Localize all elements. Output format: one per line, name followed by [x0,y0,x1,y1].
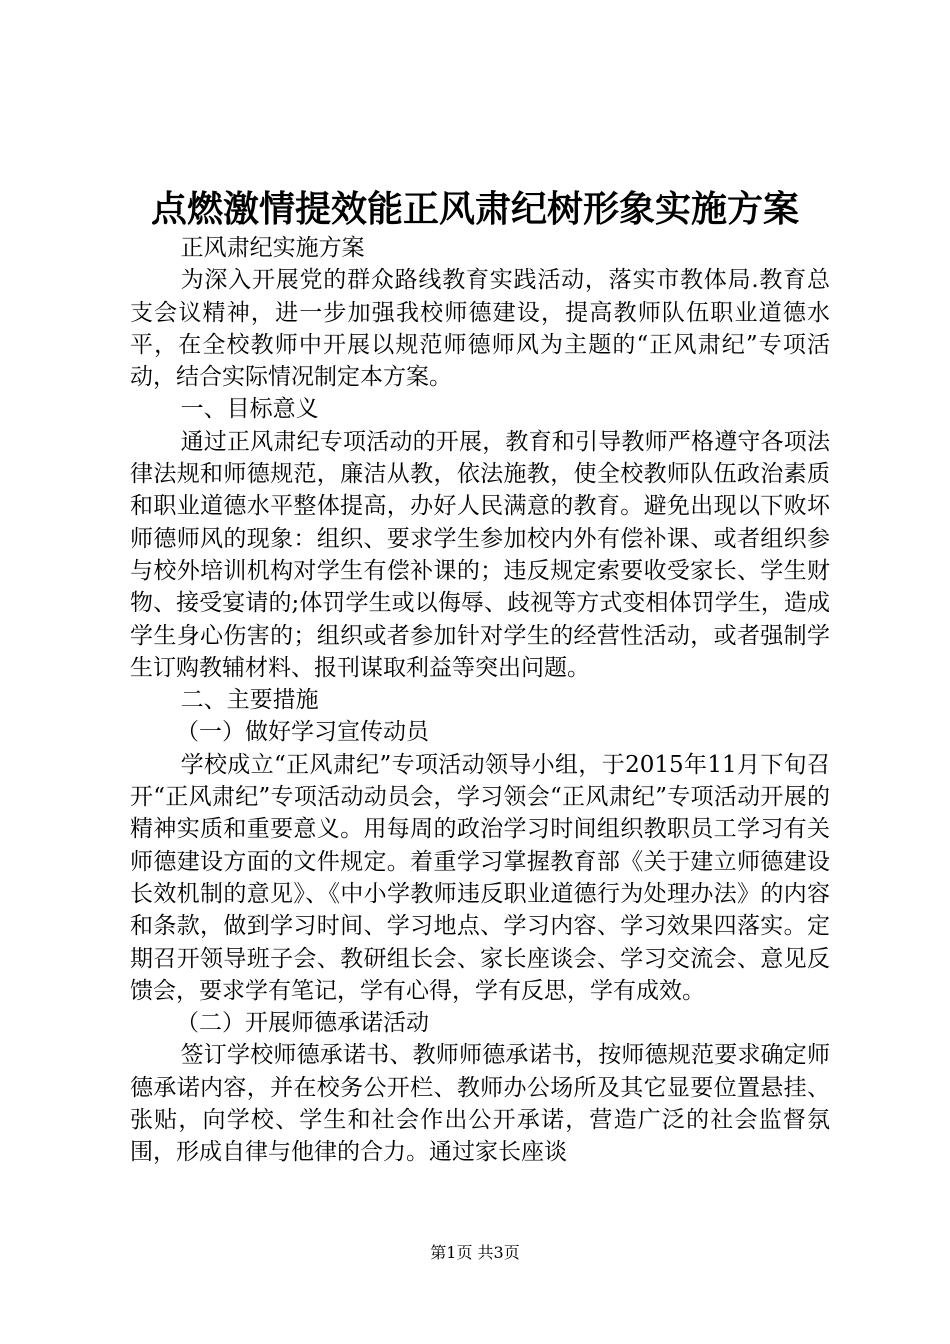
paragraph-study: 学校成立“正风肃纪”专项活动领导小组，于2015年11月下旬召开“正风肃纪”专项活动动员会，学习领会“正风肃纪”专项活动开展的精神实质和重要意义。用每周的政治学习时间组织教职员工学习有关师德建设方面的文件规定。着重学习掌握教育部《关于建立师德建设长效机制的意见》、《中小学教师违反职业道德行为处理办法》的内容和条款，做到学习时间、学习地点、学习内容、学习效果四落实。定期召开领导班子会、教研组长会、家长座谈会、学习交流会、意见反馈会，要求学有笔记，学有心得，学有反思，学有成效。 [130,751,830,1004]
document-title: 点燃激情提效能正风肃纪树形象实施方案 [150,189,799,230]
paragraph-intro: 为深入开展党的群众路线教育实践活动，落实市教体局.教育总支会议精神，进一步加强我校师德建设，提高教师队伍职业道德水平，在全校教师中开展以规范师德师风为主题的“正风肃纪”专项活动，结合实际情况制定本方案。 [130,267,830,391]
document-body [130,232,830,1169]
paragraph-subtitle: 正风肃纪实施方案 [180,235,365,261]
paragraph-pledge: 签订学校师德承诺书、教师师德承诺书，按师德规范要求确定师德承诺内容，并在校务公开栏、教师办公场所及其它显要位置悬挂、张贴，向学校、学生和社会作出公开承诺，营造广泛的社会监督氛围，形成自律与他律的合力。通过家长座谈 [130,1042,830,1166]
page-footer: 第1页 共3页 [430,1243,520,1262]
paragraph-goals: 通过正风肃纪专项活动的开展，教育和引导教师严格遵守各项法律法规和师德规范，廉洁从教，依法施教，使全校教师队伍政治素质和职业道德水平整体提高，办好人民满意的教育。避免出现以下败坏师德师风的现象：组织、要求学生参加校内外有偿补课、或者组织参与校外培训机构对学生有偿补课的；违反规定索要收受家长、学生财物、接受宴请的;体罚学生或以侮辱、歧视等方式变相体罚学生，造成学生身心伤害的；组织或者参加针对学生的经营性活动，或者强制学生订购教辅材料、报刊谋取利益等突出问题。 [130,428,830,681]
subsection-heading-study: （一）做好学习宣传动员 [176,719,429,746]
subsection-heading-pledge: （二）开展师德承诺活动 [176,1010,429,1037]
section-heading-goals: 一、目标意义 [180,396,319,423]
section-heading-measures: 二、主要措施 [180,687,319,714]
